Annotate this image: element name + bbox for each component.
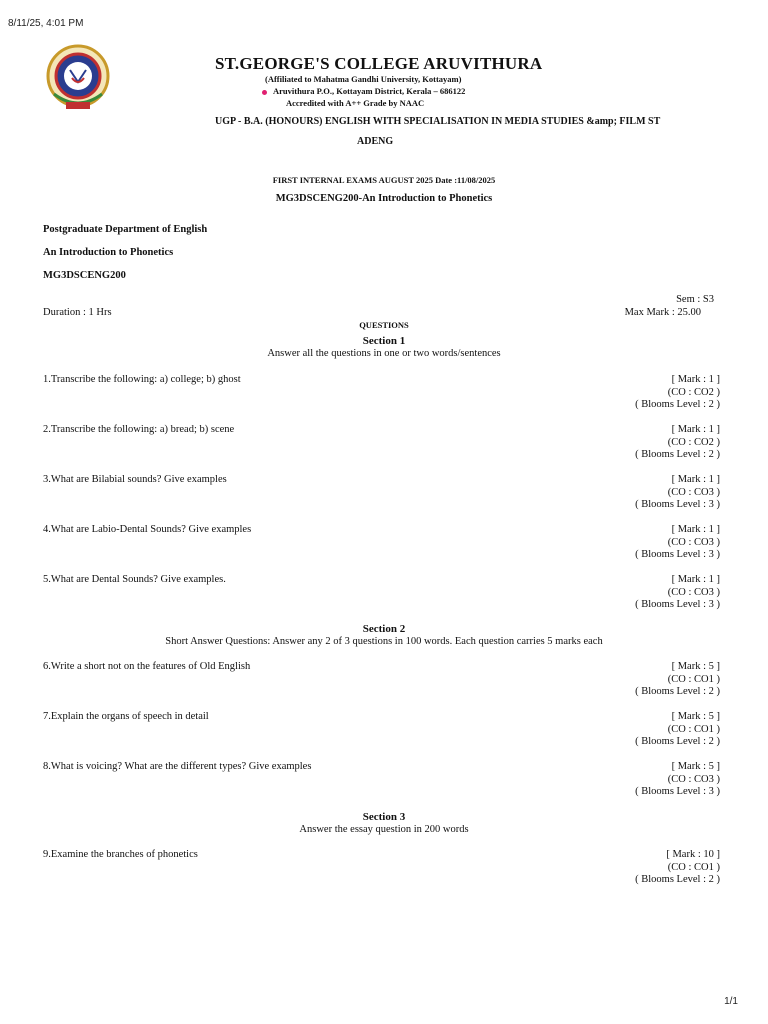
- course-outcome: (CO : CO3 ): [667, 486, 720, 498]
- mark: [ Mark : 10 ]: [666, 849, 720, 860]
- question-4-meta: [635, 524, 720, 562]
- course-outcome: (CO : CO3 ): [667, 773, 720, 785]
- question-8-meta: [635, 761, 720, 799]
- section-3-title: Section 3: [362, 811, 406, 823]
- blooms-level: ( Blooms Level : 2 ): [635, 686, 720, 697]
- accreditation: Accredited with A++ Grade by NAAC: [286, 98, 425, 108]
- question-4: 4.What are Labio-Dental Sounds? Give examples: [43, 524, 252, 535]
- college-logo: [40, 40, 116, 116]
- address: Aruvithura P.O., Kottayam District, Kerala – 686122: [273, 86, 466, 96]
- mark: [ Mark : 1 ]: [671, 424, 720, 435]
- question-5-meta: [635, 574, 720, 612]
- question-6-meta: [635, 661, 720, 699]
- department: Postgraduate Department of English: [43, 224, 208, 235]
- mark: [ Mark : 5 ]: [671, 761, 720, 772]
- blooms-level: ( Blooms Level : 2 ): [635, 874, 720, 885]
- section-1-instruction: Answer all the questions in one or two words/sentences: [267, 348, 501, 359]
- blooms-level: ( Blooms Level : 3 ): [635, 549, 720, 560]
- mark: [ Mark : 1 ]: [671, 374, 720, 385]
- questions-heading: QUESTIONS: [359, 320, 409, 330]
- programme-title: UGP - B.A. (HONOURS) ENGLISH WITH SPECIALISATION IN MEDIA STUDIES &amp; FILM ST: [215, 116, 661, 127]
- question-3-meta: [635, 474, 720, 512]
- print-timestamp: 8/11/25, 4:01 PM: [8, 18, 84, 29]
- course-outcome: (CO : CO2 ): [667, 386, 720, 398]
- bullet-icon: [262, 90, 267, 95]
- exam-title: FIRST INTERNAL EXAMS AUGUST 2025 Date :11/08/2025: [272, 175, 496, 185]
- blooms-level: ( Blooms Level : 3 ): [635, 499, 720, 510]
- course-outcome: (CO : CO3 ): [667, 536, 720, 548]
- blooms-level: ( Blooms Level : 2 ): [635, 399, 720, 410]
- course-title: MG3DSCENG200-An Introduction to Phonetics: [275, 193, 493, 204]
- semester: Sem : S3: [676, 294, 714, 305]
- max-mark: Max Mark : 25.00: [624, 307, 701, 318]
- blooms-level: ( Blooms Level : 2 ): [635, 736, 720, 747]
- college-name: ST.GEORGE'S COLLEGE ARUVITHURA: [215, 54, 543, 73]
- question-3: 3.What are Bilabial sounds? Give examples: [43, 474, 227, 485]
- blooms-level: ( Blooms Level : 2 ): [635, 449, 720, 460]
- course-name: An Introduction to Phonetics: [43, 247, 174, 258]
- mark: [ Mark : 5 ]: [671, 661, 720, 672]
- question-1: 1.Transcribe the following: a) college; b) ghost: [43, 374, 241, 385]
- mark: [ Mark : 1 ]: [671, 524, 720, 535]
- duration: Duration : 1 Hrs: [43, 307, 112, 318]
- section-2-title: Section 2: [362, 623, 406, 635]
- course-outcome: (CO : CO1 ): [667, 723, 720, 735]
- course-code: MG3DSCENG200: [43, 270, 126, 281]
- question-2-meta: [635, 424, 720, 462]
- mark: [ Mark : 1 ]: [671, 574, 720, 585]
- section-1-title: Section 1: [362, 335, 406, 347]
- course-outcome: (CO : CO3 ): [667, 586, 720, 598]
- course-outcome: (CO : CO1 ): [667, 861, 720, 873]
- affiliation: (Affiliated to Mahatma Gandhi University, Kottayam): [265, 74, 462, 84]
- question-7: 7.Explain the organs of speech in detail: [43, 711, 209, 722]
- section-2-instruction: Short Answer Questions: Answer any 2 of 3 questions in 100 words. Each question carries 5 marks each: [165, 636, 603, 647]
- mark: [ Mark : 5 ]: [671, 711, 720, 722]
- mark: [ Mark : 1 ]: [671, 474, 720, 485]
- question-6: 6.Write a short not on the features of Old English: [43, 661, 251, 672]
- blooms-level: ( Blooms Level : 3 ): [635, 786, 720, 797]
- course-outcome: (CO : CO2 ): [667, 436, 720, 448]
- course-outcome: (CO : CO1 ): [667, 673, 720, 685]
- section-3-instruction: Answer the essay question in 200 words: [299, 824, 469, 835]
- question-9-meta: [635, 849, 720, 887]
- question-5: 5.What are Dental Sounds? Give examples.: [43, 574, 226, 585]
- blooms-level: ( Blooms Level : 3 ): [635, 599, 720, 610]
- question-7-meta: [635, 711, 720, 749]
- address-line: [262, 86, 465, 96]
- programme-title-cont: ADENG: [357, 136, 394, 147]
- page-number: 1/1: [724, 996, 738, 1007]
- question-1-meta: [635, 374, 720, 412]
- question-8: 8.What is voicing? What are the different types? Give examples: [43, 761, 312, 772]
- question-9: 9.Examine the branches of phonetics: [43, 849, 198, 860]
- question-2: 2.Transcribe the following: a) bread; b) scene: [43, 424, 235, 435]
